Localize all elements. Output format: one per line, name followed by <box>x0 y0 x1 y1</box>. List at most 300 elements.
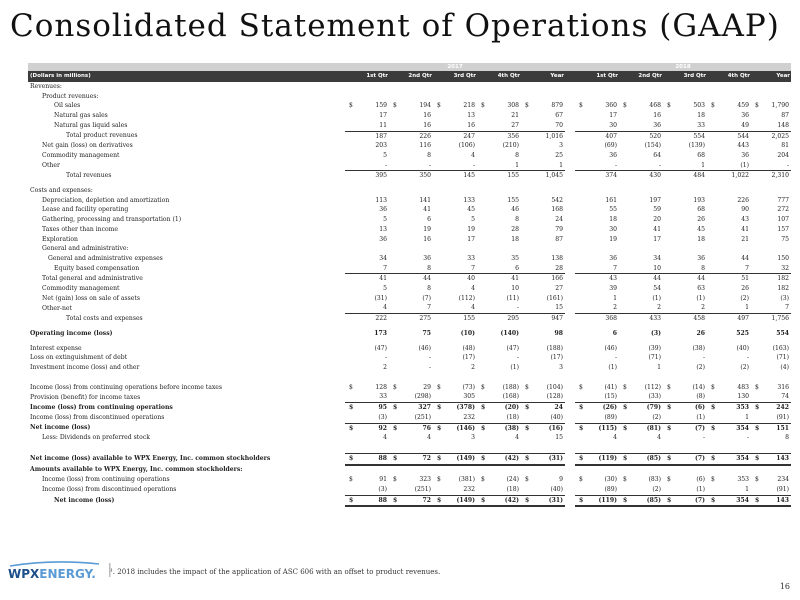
value-text: (38) <box>692 344 705 352</box>
row-value <box>521 392 565 402</box>
value-text: 1,790 <box>771 102 789 110</box>
value-text: 28 <box>555 264 563 272</box>
value-text: 74 <box>781 393 789 401</box>
value-text: (161) <box>546 294 563 302</box>
row-value <box>707 403 751 413</box>
row-value <box>521 433 565 443</box>
currency-symbol: $ <box>525 102 529 110</box>
row-label: Gathering, processing and transportation (1) <box>42 216 182 224</box>
row-value <box>389 433 433 443</box>
value-text: 4 <box>427 434 431 442</box>
value-text: (3) <box>378 486 387 493</box>
value-text: (168) <box>502 393 519 401</box>
table-row <box>28 161 791 171</box>
value-text: 39 <box>609 285 617 293</box>
value-text: 18 <box>697 235 705 243</box>
row-value <box>477 329 521 339</box>
value-text: (89) <box>604 486 617 493</box>
value-text: 368 <box>605 315 617 323</box>
value-text: 468 <box>649 102 661 110</box>
currency-symbol: $ <box>437 454 442 462</box>
value-text: - <box>746 434 749 442</box>
row-value <box>389 423 433 433</box>
row-value <box>477 111 521 121</box>
row-value <box>619 392 663 402</box>
value-text: (85) <box>646 496 661 504</box>
row-value <box>575 244 619 254</box>
row-value <box>751 423 791 433</box>
row-label: Less: Dividends on preferred stock <box>42 434 150 442</box>
row-value <box>521 186 565 196</box>
value-text: (2) <box>740 363 749 371</box>
row-value <box>619 423 663 433</box>
value-text: 8 <box>515 216 519 224</box>
row-value <box>477 413 521 423</box>
table-row <box>28 244 791 254</box>
row-value <box>433 131 477 141</box>
row-label: General and administrative: <box>42 245 129 253</box>
value-text: 1 <box>613 294 617 302</box>
row-value <box>751 475 791 485</box>
value-text: 1 <box>745 486 749 493</box>
row-value <box>345 495 389 506</box>
row-value <box>477 485 521 495</box>
table-row <box>28 475 791 485</box>
value-text: 26 <box>696 329 705 337</box>
value-text: (7) <box>422 294 431 302</box>
value-text: 275 <box>419 315 431 323</box>
row-value <box>389 141 433 151</box>
value-text: 5 <box>383 285 387 293</box>
row-value <box>619 453 663 464</box>
row-label: Total revenues <box>66 172 112 180</box>
row-value <box>619 353 663 363</box>
value-text: (1) <box>608 363 617 371</box>
value-text: 113 <box>375 196 387 204</box>
year-2018: 2018 <box>575 63 791 71</box>
row-label: Interest expense <box>30 344 82 352</box>
row-value <box>707 186 751 196</box>
row-value <box>663 92 707 102</box>
value-text: 25 <box>555 151 563 159</box>
value-text: (146) <box>456 424 475 432</box>
row-value <box>619 475 663 485</box>
row-value <box>433 141 477 151</box>
row-value <box>389 392 433 402</box>
row-value <box>521 235 565 245</box>
currency-symbol: $ <box>393 383 397 391</box>
col-header: Year <box>521 71 565 82</box>
logo-text-suffix: . <box>91 567 96 581</box>
row-value <box>477 363 521 373</box>
currency-symbol: $ <box>755 496 760 504</box>
row-value <box>707 353 751 363</box>
row-label: Product revenues: <box>42 92 99 100</box>
value-text: 59 <box>653 206 661 214</box>
table-row <box>28 92 791 102</box>
row-value <box>707 264 751 274</box>
year-header-row <box>28 63 791 71</box>
value-text: 24 <box>555 216 563 224</box>
value-text: 554 <box>693 132 705 140</box>
row-value <box>521 413 565 423</box>
row-value <box>751 151 791 161</box>
row-value <box>521 225 565 235</box>
value-text: (41) <box>604 383 617 391</box>
row-value <box>389 92 433 102</box>
row-label: Amounts available to WPX Energy, Inc. common stockholders: <box>30 466 243 474</box>
currency-symbol: $ <box>437 476 441 484</box>
currency-symbol: $ <box>349 102 353 110</box>
currency-symbol: $ <box>393 424 398 432</box>
value-text: (40) <box>736 344 749 352</box>
value-text: 27 <box>511 121 519 129</box>
value-text: 8 <box>427 285 431 293</box>
row-label: Income (loss) from continuing operations before income taxes <box>30 383 223 391</box>
value-text: 1,045 <box>545 172 563 180</box>
row-value <box>575 254 619 264</box>
row-value <box>575 294 619 304</box>
row-value <box>345 82 389 92</box>
value-text: 155 <box>463 315 475 323</box>
value-text: (149) <box>456 496 475 504</box>
row-value <box>389 205 433 215</box>
value-text: 222 <box>375 315 387 323</box>
row-value <box>345 465 389 476</box>
table-row <box>28 294 791 304</box>
value-text: 7 <box>427 304 431 312</box>
value-text: 36 <box>423 254 431 262</box>
row-value <box>751 353 791 363</box>
table-row <box>28 235 791 245</box>
row-value <box>477 151 521 161</box>
currency-symbol: $ <box>525 476 529 484</box>
value-text: 459 <box>737 102 749 110</box>
row-value <box>521 495 565 506</box>
currency-symbol: $ <box>579 404 584 412</box>
row-value <box>345 92 389 102</box>
row-value <box>433 151 477 161</box>
value-text: 11 <box>379 121 387 129</box>
row-value <box>433 196 477 206</box>
row-value <box>751 344 791 354</box>
col-header: 2nd Qtr <box>619 71 663 82</box>
col-header: 3rd Qtr <box>663 71 707 82</box>
value-text: 182 <box>777 285 789 293</box>
table-row <box>28 205 791 215</box>
row-value <box>707 121 751 131</box>
currency-symbol: $ <box>667 102 671 110</box>
value-text: 187 <box>375 132 387 140</box>
row-value <box>663 161 707 171</box>
value-text: 374 <box>605 172 617 180</box>
row-value <box>619 205 663 215</box>
value-text: 44 <box>653 275 661 283</box>
row-value <box>521 244 565 254</box>
row-value <box>575 303 619 313</box>
row-value <box>751 465 791 476</box>
value-text: (378) <box>456 404 475 412</box>
row-value <box>521 92 565 102</box>
row-value <box>345 215 389 225</box>
value-text: 197 <box>649 196 661 204</box>
row-value <box>433 453 477 464</box>
value-text: 88 <box>378 496 387 504</box>
value-text: 161 <box>605 196 617 204</box>
row-value <box>663 205 707 215</box>
value-text: - <box>702 354 705 362</box>
value-text: (89) <box>604 413 617 421</box>
currency-symbol: $ <box>579 424 584 432</box>
row-label: Net gain (loss) on derivatives <box>42 142 133 150</box>
value-text: 92 <box>378 424 387 432</box>
row-value <box>707 215 751 225</box>
value-text: (149) <box>456 454 475 462</box>
row-value <box>521 196 565 206</box>
row-value <box>389 215 433 225</box>
row-value <box>345 294 389 304</box>
value-text: 43 <box>741 216 749 224</box>
row-value <box>663 392 707 402</box>
value-text: 6 <box>427 216 431 224</box>
row-value <box>477 284 521 294</box>
logo-text-energy: ENERGY <box>39 567 92 581</box>
row-value <box>389 186 433 196</box>
value-text: 7 <box>613 264 617 272</box>
value-text: 19 <box>609 235 617 243</box>
row-value <box>345 485 389 495</box>
row-value <box>433 303 477 313</box>
value-text: 35 <box>511 254 519 262</box>
row-value <box>619 141 663 151</box>
value-text: 33 <box>379 393 387 401</box>
row-value <box>619 92 663 102</box>
value-text: 87 <box>555 235 563 243</box>
row-value <box>433 485 477 495</box>
row-value <box>389 225 433 235</box>
value-text: 46 <box>511 206 519 214</box>
row-value <box>521 205 565 215</box>
currency-symbol: $ <box>393 476 397 484</box>
currency-symbol: $ <box>711 424 716 432</box>
value-text: 2 <box>613 304 617 312</box>
table-row <box>28 274 791 284</box>
row-value <box>751 121 791 131</box>
value-text: 17 <box>609 112 617 120</box>
row-value <box>521 111 565 121</box>
row-value <box>751 274 791 284</box>
value-text: 2 <box>657 304 661 312</box>
column-header-row <box>28 71 791 82</box>
row-label: Total costs and expenses <box>66 314 143 322</box>
row-value <box>575 329 619 339</box>
table-row <box>28 383 791 393</box>
row-value <box>707 274 751 284</box>
table-row <box>28 254 791 264</box>
row-value <box>345 235 389 245</box>
row-value <box>521 423 565 433</box>
row-value <box>707 254 751 264</box>
value-text: 544 <box>737 132 749 140</box>
row-value <box>433 363 477 373</box>
row-value <box>751 303 791 313</box>
value-text: (188) <box>502 383 519 391</box>
value-text: 159 <box>375 102 387 110</box>
value-text: (20) <box>504 404 519 412</box>
value-text: (48) <box>462 344 475 352</box>
row-value <box>575 141 619 151</box>
row-value <box>521 161 565 171</box>
value-text: 18 <box>697 112 705 120</box>
row-value <box>751 403 791 413</box>
row-value <box>707 82 751 92</box>
row-value <box>707 111 751 121</box>
row-value <box>619 82 663 92</box>
row-value <box>345 254 389 264</box>
row-value <box>345 141 389 151</box>
row-value <box>389 344 433 354</box>
row-value <box>521 475 565 485</box>
value-text: 88 <box>378 454 387 462</box>
row-label: Revenues: <box>30 83 62 90</box>
row-value <box>575 82 619 92</box>
value-text: 1 <box>745 304 749 312</box>
currency-symbol: $ <box>393 404 398 412</box>
value-text: 15 <box>555 304 563 312</box>
row-value <box>619 485 663 495</box>
value-text: 87 <box>781 112 789 120</box>
row-label: Other-net <box>42 304 72 312</box>
row-value <box>619 161 663 171</box>
currency-symbol: $ <box>711 454 716 462</box>
table-row <box>28 413 791 423</box>
row-value <box>389 353 433 363</box>
value-text: (112) <box>458 294 475 302</box>
value-text: 443 <box>737 142 749 150</box>
row-value <box>389 121 433 131</box>
value-text: 1 <box>745 413 749 421</box>
row-value <box>433 186 477 196</box>
row-value <box>663 264 707 274</box>
value-text: (7) <box>694 496 705 504</box>
value-text: 81 <box>781 142 789 150</box>
col-header: 1st Qtr <box>575 71 619 82</box>
row-value <box>619 151 663 161</box>
value-text: (139) <box>688 142 705 150</box>
row-value <box>521 353 565 363</box>
row-value <box>751 314 791 324</box>
row-label: Other <box>42 161 60 169</box>
table-row <box>28 196 791 206</box>
row-value <box>345 423 389 433</box>
value-text: 44 <box>423 275 431 283</box>
value-text: - <box>428 363 431 371</box>
value-text: (16) <box>548 424 563 432</box>
row-value <box>707 363 751 373</box>
row-value <box>433 344 477 354</box>
row-value <box>389 254 433 264</box>
logo-text-wpx: WPX <box>8 567 40 581</box>
row-value <box>707 303 751 313</box>
row-value <box>477 131 521 141</box>
value-text: 19 <box>467 225 475 233</box>
value-text: (3) <box>650 329 661 337</box>
row-value <box>663 141 707 151</box>
value-text: (112) <box>644 383 661 391</box>
table-row <box>28 329 791 339</box>
value-text: (128) <box>546 393 563 401</box>
row-value <box>707 196 751 206</box>
value-text: 29 <box>423 383 431 391</box>
value-text: 150 <box>777 254 789 262</box>
value-text: - <box>516 354 519 362</box>
value-text: (30) <box>604 476 617 484</box>
row-value <box>619 171 663 181</box>
value-text: (81) <box>646 424 661 432</box>
row-value <box>389 303 433 313</box>
row-value <box>663 196 707 206</box>
value-text: 360 <box>605 102 617 110</box>
row-value <box>575 92 619 102</box>
value-text: 4 <box>515 434 519 442</box>
value-text: 72 <box>422 454 431 462</box>
row-value <box>707 235 751 245</box>
value-text: (119) <box>598 454 617 462</box>
value-text: 76 <box>422 424 431 432</box>
row-value <box>389 383 433 393</box>
col-header: Year <box>751 71 791 82</box>
value-text: 323 <box>419 476 431 484</box>
row-value <box>433 121 477 131</box>
row-value <box>575 353 619 363</box>
value-text: 44 <box>697 275 705 283</box>
row-value <box>575 423 619 433</box>
row-value <box>751 392 791 402</box>
row-value <box>389 161 433 171</box>
row-value <box>345 196 389 206</box>
row-value <box>619 274 663 284</box>
currency-symbol: $ <box>667 476 671 484</box>
row-value <box>345 121 389 131</box>
currency-symbol: $ <box>437 102 441 110</box>
row-value <box>433 423 477 433</box>
row-value <box>619 264 663 274</box>
row-value <box>707 92 751 102</box>
row-value <box>663 244 707 254</box>
value-text: (251) <box>414 413 431 421</box>
value-text: - <box>516 304 519 312</box>
row-value <box>433 82 477 92</box>
value-text: 1 <box>657 363 661 371</box>
table-row <box>28 353 791 363</box>
table-row <box>28 215 791 225</box>
row-value <box>345 353 389 363</box>
row-value <box>389 495 433 506</box>
row-value <box>389 274 433 284</box>
value-text: (83) <box>648 476 661 484</box>
currency-symbol: $ <box>711 476 715 484</box>
row-value <box>389 329 433 339</box>
value-text: 33 <box>467 254 475 262</box>
value-text: 155 <box>507 172 519 180</box>
value-text: 7 <box>383 264 387 272</box>
row-value <box>619 433 663 443</box>
row-value <box>707 413 751 423</box>
value-text: (42) <box>504 496 519 504</box>
row-value <box>751 186 791 196</box>
table-row <box>28 363 791 373</box>
row-value <box>575 363 619 373</box>
